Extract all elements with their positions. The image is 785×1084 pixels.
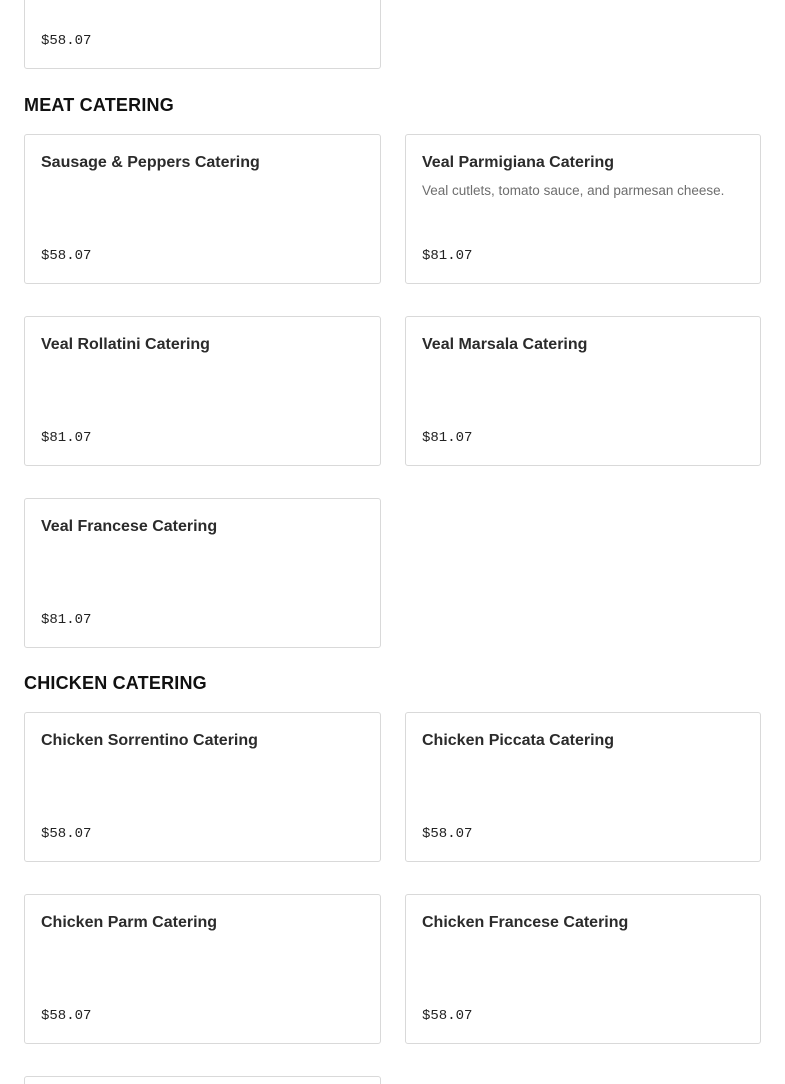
- item-name: Chicken Piccata Catering: [422, 732, 615, 749]
- section-title-meat-catering: MEAT CATERING: [24, 95, 174, 115]
- item-description: Veal cutlets, tomato sauce, and parmesan cheese.: [422, 183, 725, 198]
- menu-item-card[interactable]: [24, 1076, 381, 1084]
- item-name: Chicken Francese Catering: [422, 914, 629, 931]
- menu-item-card[interactable]: [24, 316, 381, 466]
- item-name: Veal Rollatini Catering: [41, 336, 210, 353]
- item-name: Veal Francese Catering: [41, 518, 218, 535]
- section-title-chicken-catering: CHICKEN CATERING: [24, 673, 207, 693]
- item-name: Chicken Sorrentino Catering: [41, 732, 258, 749]
- menu-item-card[interactable]: [405, 134, 761, 284]
- item-price: $81.07: [422, 248, 473, 264]
- item-name: Veal Marsala Catering: [422, 336, 588, 353]
- item-price: $81.07: [422, 430, 473, 446]
- item-price: $58.07: [41, 33, 92, 49]
- menu-item-card[interactable]: [24, 0, 381, 69]
- menu-item-card[interactable]: [405, 894, 761, 1044]
- item-name: Chicken Parm Catering: [41, 914, 218, 931]
- menu-item-card[interactable]: [405, 316, 761, 466]
- item-price: $58.07: [41, 826, 92, 842]
- menu-item-card[interactable]: [24, 712, 381, 862]
- item-price: $58.07: [422, 1008, 473, 1024]
- item-price: $58.07: [41, 1008, 92, 1024]
- item-name: Veal Parmigiana Catering: [422, 154, 615, 171]
- menu-item-card[interactable]: [24, 894, 381, 1044]
- menu-item-card[interactable]: [24, 134, 381, 284]
- item-name: Sausage & Peppers Catering: [41, 154, 260, 171]
- menu-item-card[interactable]: [24, 498, 381, 648]
- item-price: $58.07: [41, 248, 92, 264]
- menu-item-card[interactable]: [405, 712, 761, 862]
- item-price: $81.07: [41, 612, 92, 628]
- item-price: $81.07: [41, 430, 92, 446]
- item-price: $58.07: [422, 826, 473, 842]
